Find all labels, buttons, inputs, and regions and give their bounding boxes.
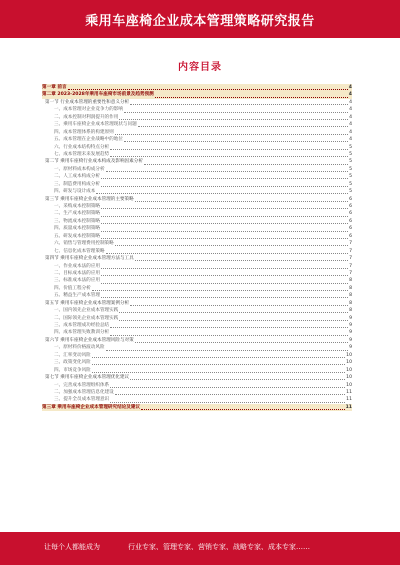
toc-entry[interactable]	[42, 129, 352, 136]
toc-entry-text: 一、成本管理对企业竞争力的影响	[54, 107, 123, 113]
toc-page-number: 6	[349, 226, 352, 232]
toc-leader-dots	[106, 346, 349, 351]
toc-entry[interactable]	[42, 307, 352, 314]
toc-entry-text: 七、信息化成本管理策略	[54, 248, 105, 254]
toc-leader-dots	[119, 308, 348, 313]
toc-leader-dots	[124, 137, 348, 142]
toc-entry[interactable]	[42, 99, 352, 106]
toc-entry[interactable]	[42, 270, 352, 277]
toc-entry-text: 三、物流成本控制策略	[54, 218, 100, 224]
toc-entry[interactable]	[42, 337, 352, 344]
toc-entry-text: 五、研发成本控制策略	[54, 233, 100, 239]
toc-entry[interactable]	[42, 255, 352, 262]
toc-entry-text: 三、提升全员成本管理意识	[54, 397, 110, 403]
toc-leader-dots	[130, 100, 348, 105]
toc-leader-dots	[110, 331, 348, 336]
toc-entry-text: 三、制造费用构成分析	[54, 181, 100, 187]
toc-entry[interactable]	[42, 329, 352, 336]
toc-entry[interactable]	[42, 188, 352, 195]
toc-entry-text: 一、采购成本控制策略	[54, 204, 100, 209]
toc-leader-dots	[101, 182, 348, 187]
toc-leader-dots	[106, 167, 349, 172]
toc-entry-text: 二、国际领先企业成本管理实践	[54, 315, 119, 321]
toc-page-number: 10	[346, 360, 352, 366]
toc-entry[interactable]	[42, 344, 352, 351]
toc-leader-dots	[101, 204, 348, 209]
toc-entry-text: 五、成本管理在企业战略中的地位	[54, 137, 123, 143]
toc-entry[interactable]	[42, 144, 352, 151]
toc-entry-text: 第一章 前言	[42, 85, 67, 90]
toc-entry-text: 二、加强成本管理信息化建设	[54, 389, 114, 395]
footer-slogan: 让每个人都能成为	[44, 543, 100, 551]
toc-entry-text: 三、标准成本法的应用	[54, 278, 100, 284]
toc-entry[interactable]	[42, 233, 352, 240]
toc-entry[interactable]	[42, 158, 352, 165]
toc-page-number: 7	[349, 270, 352, 276]
toc-page-number: 5	[349, 144, 352, 150]
toc-entry[interactable]	[42, 166, 352, 173]
toc-page-number: 4	[349, 114, 352, 120]
toc-page-number: 9	[349, 315, 352, 321]
toc-leader-dots	[101, 234, 348, 239]
toc-page-number: 4	[349, 99, 352, 105]
toc-page-number: 8	[349, 293, 352, 299]
toc-leader-dots	[135, 256, 348, 261]
toc-page-number: 5	[349, 166, 352, 172]
toc-page-number: 8	[349, 285, 352, 291]
toc-entry[interactable]	[42, 136, 352, 143]
toc-entry-text: 第三章 乘用车座椅企业成本管理研究结论及建议	[42, 404, 141, 410]
toc-leader-dots	[135, 197, 348, 202]
toc-heading: 内容目录	[178, 62, 222, 73]
toc-leader-dots	[115, 130, 348, 135]
toc-entry[interactable]	[42, 151, 352, 158]
toc-leader-dots	[138, 122, 348, 127]
toc-page-number: 9	[349, 337, 352, 343]
toc-page-number: 7	[349, 241, 352, 247]
toc-entry-text: 一、国内领先企业成本管理实践	[54, 308, 119, 314]
toc-entry[interactable]	[42, 181, 352, 188]
toc-page-number: 5	[349, 174, 352, 180]
report-header	[0, 0, 400, 38]
toc-entry[interactable]	[42, 196, 352, 203]
toc-page-number: 6	[349, 218, 352, 224]
toc-entry[interactable]	[42, 263, 352, 270]
report-title: 乘用车座椅企业成本管理策略研究报告	[85, 14, 315, 29]
toc-page-number: 10	[346, 367, 352, 373]
toc-page-number: 6	[349, 196, 352, 202]
toc-leader-dots	[101, 227, 348, 232]
toc-page-number: 11	[346, 389, 352, 395]
toc-leader-dots	[110, 145, 348, 150]
toc-entry-text: 第三节 乘用车座椅企业成本管理的主要策略	[45, 196, 134, 202]
toc-entry[interactable]	[42, 359, 352, 366]
toc-entry-text: 二、生产成本控制策略	[54, 211, 100, 217]
toc-page-number: 10	[346, 375, 352, 381]
toc-entry-text: 六、行业成本结构特点分析	[54, 144, 110, 150]
toc-entry[interactable]	[42, 374, 352, 381]
toc-entry[interactable]	[42, 91, 352, 98]
toc-page-number: 6	[349, 233, 352, 239]
toc-entry-text: 七、成本管理未来发展趋势	[54, 151, 110, 157]
toc-entry-text: 三、乘用车座椅企业成本管理现状与问题	[54, 122, 137, 128]
toc-leader-dots	[119, 316, 348, 321]
toc-entry-text: 二、目标成本法的应用	[54, 270, 100, 276]
toc-leader-dots	[119, 115, 348, 120]
toc-page-number: 5	[349, 189, 352, 195]
toc-entry[interactable]	[42, 389, 352, 396]
toc-leader-dots	[130, 301, 348, 306]
toc-entry-text: 二、成本控制对利润提升的作用	[54, 114, 119, 120]
toc-leader-dots	[101, 293, 348, 298]
toc-leader-dots	[155, 93, 348, 98]
toc-entry[interactable]	[42, 300, 352, 307]
toc-entry[interactable]	[42, 248, 352, 255]
toc-entry[interactable]	[42, 173, 352, 180]
toc-leader-dots	[96, 189, 348, 194]
toc-page-number: 4	[349, 107, 352, 113]
toc-entry-text: 四、价值工程分析	[54, 285, 91, 291]
toc-entry-text: 一、原材料成本构成分析	[54, 166, 105, 172]
toc-leader-dots	[115, 241, 348, 246]
toc-leader-dots	[110, 383, 345, 388]
toc-leader-dots	[92, 286, 348, 291]
toc-leader-dots	[110, 398, 345, 403]
toc-entry[interactable]	[42, 396, 352, 403]
toc-leader-dots	[110, 323, 348, 328]
toc-entry[interactable]	[42, 285, 352, 292]
toc-entry[interactable]	[42, 106, 352, 113]
toc-entry[interactable]	[42, 84, 352, 91]
toc-page-number: 10	[346, 382, 352, 388]
toc-page-number: 9	[349, 345, 352, 351]
toc-entry[interactable]	[42, 404, 352, 411]
toc-entry[interactable]	[42, 277, 352, 284]
toc-page-number: 4	[349, 122, 352, 128]
toc-entry-text: 一、原材料价格波动风险	[54, 345, 105, 351]
toc-entry-text: 六、销售与管理费用控制策略	[54, 241, 114, 247]
toc-leader-dots	[110, 152, 348, 157]
toc-entry-text: 第四节 乘用车座椅企业成本管理方法与工具	[45, 256, 134, 262]
toc-page-number: 5	[349, 159, 352, 165]
toc-page-number: 4	[349, 137, 352, 143]
toc-entry-text: 四、市场竞争风险	[54, 367, 91, 373]
toc-leader-dots	[141, 405, 345, 410]
toc-leader-dots	[92, 368, 345, 373]
toc-page-number: 7	[349, 256, 352, 262]
toc-page-number: 5	[349, 181, 352, 187]
toc-entry-text: 三、政策变化风险	[54, 360, 91, 366]
toc-page-number: 6	[349, 211, 352, 217]
toc-leader-dots	[101, 174, 348, 179]
toc-page-number: 8	[349, 300, 352, 306]
toc-entry[interactable]	[42, 225, 352, 232]
report-footer	[0, 532, 400, 565]
toc-leader-dots	[101, 279, 348, 284]
toc-entry[interactable]	[42, 367, 352, 374]
toc-page-number: 8	[349, 278, 352, 284]
toc-leader-dots	[92, 360, 345, 365]
toc-entry-text: 四、研发与设计成本	[54, 189, 96, 195]
toc-entry-text: 第一节 行业成本管理的重要性和意义分析	[45, 99, 130, 105]
toc-entry[interactable]	[42, 240, 352, 247]
toc-entry-text: 一、完善成本管理组织体系	[54, 382, 110, 388]
toc-entry[interactable]	[42, 315, 352, 322]
toc-leader-dots	[68, 85, 348, 90]
toc-entry-text: 第六节 乘用车座椅企业成本管理风险与对策	[45, 337, 134, 343]
toc-entry[interactable]	[42, 382, 352, 389]
toc-entry[interactable]	[42, 121, 352, 128]
toc-entry[interactable]	[42, 322, 352, 329]
toc-entry-text: 四、成本管理体系的构建原则	[54, 129, 114, 135]
toc-entry-text: 第五节 乘用车座椅企业成本管理案例分析	[45, 300, 130, 306]
toc-page-number: 7	[349, 263, 352, 269]
footer-tags: 行业专家、管理专家、营销专家、战略专家、成本专家……	[128, 543, 310, 551]
toc-leader-dots	[106, 249, 349, 254]
toc-entry-text: 二、人工成本构成分析	[54, 174, 100, 180]
toc-page-number: 7	[349, 248, 352, 254]
toc-entry-text: 第七节 乘用车座椅企业成本管理优化建议	[45, 375, 130, 381]
toc-page-number: 10	[346, 352, 352, 358]
toc-leader-dots	[130, 375, 345, 380]
toc-leader-dots	[101, 264, 348, 269]
toc-leader-dots	[124, 108, 348, 113]
toc-leader-dots	[144, 160, 348, 165]
toc-entry-text: 一、作业成本法的应用	[54, 263, 100, 269]
toc-leader-dots	[92, 353, 345, 358]
toc-entry-text: 二、汇率变动风险	[54, 352, 91, 358]
toc-page-number: 5	[349, 151, 352, 157]
toc-leader-dots	[135, 338, 348, 343]
toc-entry[interactable]	[42, 114, 352, 121]
toc-page-number: 4	[348, 85, 352, 90]
toc-leader-dots	[101, 219, 348, 224]
toc-entry[interactable]	[42, 218, 352, 225]
toc-entry[interactable]	[42, 210, 352, 217]
toc-page-number: 8	[349, 308, 352, 314]
table-of-contents	[42, 84, 352, 411]
toc-page-number: 4	[349, 129, 352, 135]
toc-entry-text: 四、成本管理失败教训分析	[54, 330, 110, 336]
toc-entry-text: 第二章 2023-2028年乘用车座椅市场前景及趋势预测	[42, 92, 154, 98]
toc-entry-text: 四、质量成本控制策略	[54, 226, 100, 232]
toc-leader-dots	[115, 390, 345, 395]
toc-page-number: 6	[349, 204, 352, 209]
toc-leader-dots	[101, 212, 348, 217]
toc-page-number: 9	[349, 330, 352, 336]
toc-entry-text: 第二节 乘用车座椅行业成本构成及影响因素分析	[45, 159, 143, 165]
toc-entry[interactable]	[42, 352, 352, 359]
toc-entry-text: 三、成本管理成功经验总结	[54, 323, 110, 328]
toc-leader-dots	[101, 271, 348, 276]
toc-entry[interactable]	[42, 292, 352, 299]
toc-page-number: 4	[348, 92, 352, 98]
toc-entry-text: 五、精益生产成本管理	[54, 293, 100, 299]
toc-page-number: 9	[349, 323, 352, 328]
toc-page-number: 11	[345, 404, 352, 410]
toc-page-number: 11	[346, 397, 352, 403]
toc-entry[interactable]	[42, 203, 352, 210]
